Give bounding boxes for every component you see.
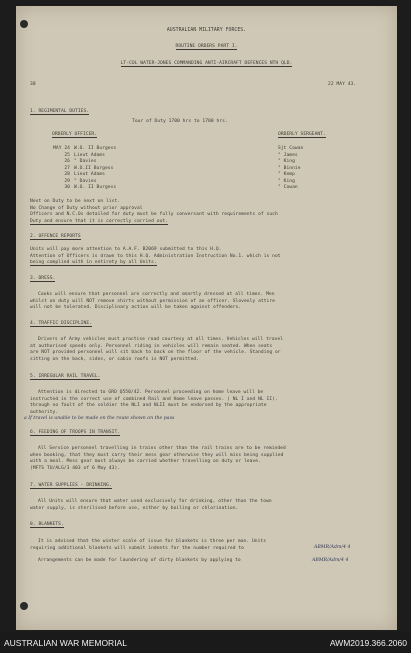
section-5-line: authority.: [30, 409, 59, 415]
section-5-heading: 5. IRREGULAR RAIL TRAVEL.: [30, 374, 101, 379]
doc-title-line3: LT-COL WATER-JONES COMMANDING ANTI-AIRCRAFT DEFENCES NTH QLD.: [120, 61, 293, 66]
section-6-line: All Service personnel travelling in trains other than the rail trains are to be reminded: [38, 446, 286, 451]
section-3-line: whilst on duty will NOT remove shirts without permission of an officer. Slovenly attire: [30, 298, 275, 304]
section-1-heading: 1. REGIMENTAL DUTIES.: [30, 109, 90, 114]
duty-officer: W.O. II Burgess: [74, 146, 117, 151]
section-2-line: being complied with in entirety by all Units.: [30, 260, 157, 265]
duty-officer: " Davies: [74, 178, 97, 184]
section-2-line: Attention of Officers is drawn to this H.Q. Administration Instruction No.1. which is not: [30, 253, 281, 259]
duty-officer: Lieut Adams: [74, 152, 105, 158]
duty-officer: W.O. II Burgess: [74, 185, 117, 190]
section-4-line: sitting on the back, sides, or cabin roofs is NOT permitted.: [30, 356, 199, 362]
doc-title-line1: AUSTRALIAN MILITARY FORCES.: [166, 28, 247, 33]
section-7-heading: 7. WATER SUPPLIES - DRINKING.: [30, 483, 112, 488]
section-2-line: Units will pay more attention to A.A.F. B2069 submitted to this H.Q.: [30, 247, 222, 252]
section-8-line: Arrangements can be made for laundering of dirty blankets by applying to: [38, 558, 241, 563]
punch-hole: [20, 602, 28, 610]
duty-sergeant: " Kemp: [278, 172, 295, 177]
order-number: 38: [30, 82, 36, 87]
archive-name: AUSTRALIAN WAR MEMORIAL: [4, 638, 127, 648]
duty-date: 28: [64, 172, 70, 177]
duty-sergeant: " James: [278, 152, 298, 158]
doc-title-line2: ROUTINE ORDERS PART I.: [175, 44, 238, 49]
section-6-heading: 6. FEEDING OF TROOPS IN TRANSIT.: [30, 430, 121, 435]
duty-date: MAY 24: [53, 146, 70, 151]
section-1-note: Next on Duty to be next on list.: [30, 199, 121, 204]
section-2-heading: 2. OFFENCE REPORTS: [30, 234, 81, 239]
archive-reference: AWM2019.366.2060: [329, 638, 407, 648]
section-6-line: with a meal. Mess gear must always be carried whether travelling on duty or leave.: [30, 459, 261, 464]
section-8-line: It is advised that the winter scale of issue for blankets is three per man. Units: [38, 539, 267, 544]
duty-officer: W.O.II Burgess: [74, 165, 114, 171]
section-8-line: requiring additional blankets will submit indents for the number required to: [30, 545, 244, 551]
duty-officer: Lieut Adams: [74, 172, 105, 177]
duty-sergeant: " Binnie: [278, 165, 301, 171]
section-4-line: are NOT provided personnel will sit back to back on the floor of the vehicle. Standing or: [30, 350, 281, 355]
section-5-line: Attention is directed to GRO Q550/42. Personnel proceeding on home leave will be: [38, 390, 264, 395]
section-1-note: No Change of Duty without prior approval: [30, 205, 143, 211]
duty-date: 29: [64, 178, 70, 184]
duty-sergeant: " King: [278, 178, 295, 184]
section-6-line: when booking, that they must carry their mess gear otherwise they will miss being supplied: [30, 452, 284, 458]
section-3-line: Cooks will ensure that personnel are correctly and smartly dressed at all times. Men: [38, 292, 275, 297]
document-page: [16, 6, 397, 630]
section-3-heading: 3. DRESS.: [30, 276, 56, 281]
section-1-note: Officers and N.C.Os detailed for duty must be fully conversant with requirements of such: [30, 212, 278, 217]
section-4-line: Drivers of Army vehicles must practise road courtesy at all times. Vehicles will travel: [38, 337, 283, 342]
handwritten-reference: ABMR/Adm/4 4: [314, 545, 351, 550]
section-8-heading: 8. BLANKETS.: [30, 522, 64, 527]
section-5-line: through no fault of the soldier the NLI and NLII must be endorsed by the appropriate: [30, 403, 267, 408]
order-date: 22 MAY 43.: [328, 82, 357, 87]
duty-date: 27: [64, 165, 70, 171]
section-1-note: Duty and ensure that it is correctly carried out.: [30, 218, 168, 224]
section-3-line: will not be tolerated. Disciplinary action will be taken against offenders.: [30, 305, 242, 310]
handwritten-annotation: a If travel is unable to be made on the route shown on the pass: [24, 416, 175, 421]
duty-officer: " Davies: [74, 159, 97, 164]
punch-hole: [20, 20, 28, 28]
tour-of-duty: Tour of Duty 1700 hrs to 1700 hrs.: [132, 119, 228, 124]
handwritten-reference: ABMR/Adm/4 4: [312, 557, 349, 563]
duty-date: 26: [64, 159, 70, 164]
orderly-officer-header: ORDERLY OFFICER.: [52, 132, 98, 137]
archive-footer: [0, 632, 411, 653]
section-4-heading: 4. TRAFFIC DISCIPLINE.: [30, 321, 92, 326]
section-7-line: water supply, is sterilised before use, either by boiling or chlorination.: [30, 505, 239, 511]
duty-sergeant: " King: [278, 159, 295, 164]
section-7-line: All Units will ensure that water used exclusively for drinking, other than the town: [38, 499, 272, 504]
duty-date: 25: [64, 152, 70, 158]
section-6-line: (MFTS TU/ALG/3 403 of 6 May 43).: [30, 465, 121, 471]
duty-sergeant: " Cowan: [278, 185, 298, 190]
orderly-sergeant-header: ORDERLY SERGEANT.: [278, 132, 326, 137]
section-4-line: at authorised speeds only. Personnel riding in vehicles will remain seated. When seats: [30, 343, 273, 349]
section-5-line: instructed in the correct use of combined Rail and Home leave passes. ( NL I and NL II).: [30, 396, 278, 402]
duty-sergeant: Sjt Cowan: [278, 146, 304, 151]
duty-date: 30: [64, 185, 70, 190]
